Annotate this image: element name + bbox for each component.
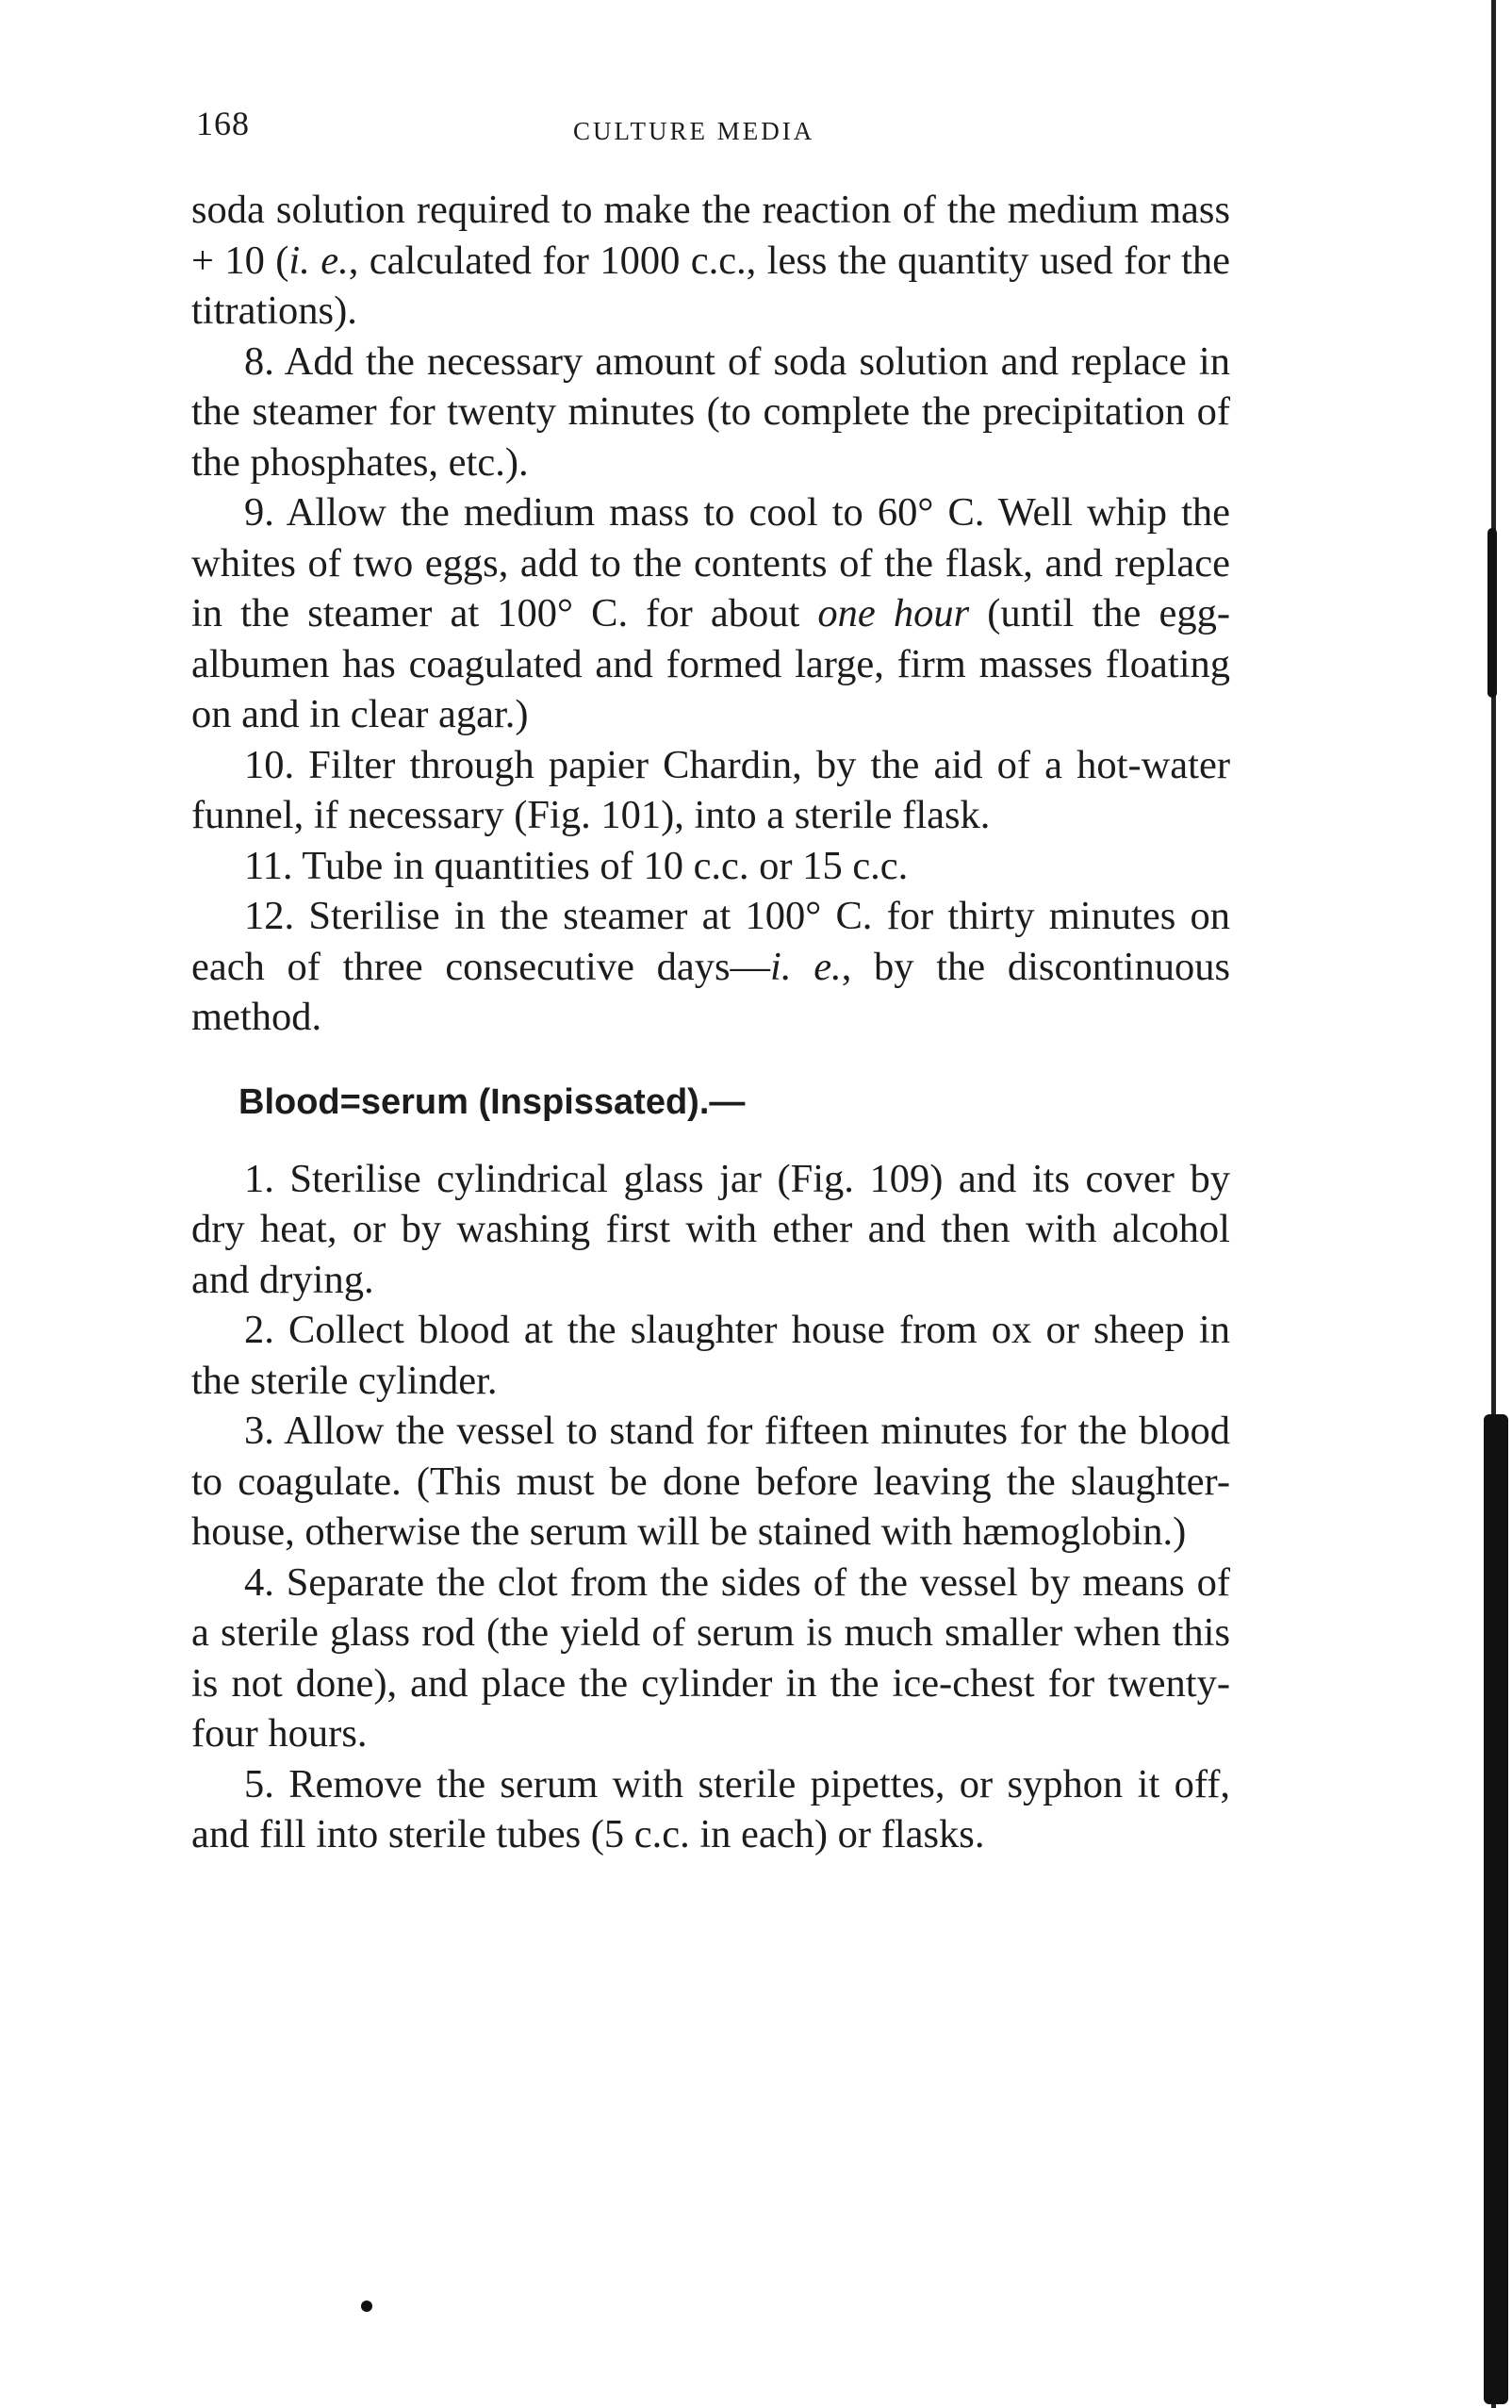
step-10: 10. Filter through papier Chardin, by the aid of a hot-water funnel, if necessary (Fig. 101), into a sterile flask. <box>191 742 1230 837</box>
gutter-blot <box>1484 1414 1508 2404</box>
step-9-text-b: (until the egg-albumen has coagulated and formed large, firm masses floating on and in clear agar.) <box>191 591 1231 736</box>
gutter-blot <box>1487 528 1497 698</box>
blood-serum-step-4: 4. Separate the clot from the sides of the vessel by means of a sterile glass rod (the yield of serum is much smaller when this is not done), and place the cylinder in the ice-chest for twenty-four hours. <box>191 1559 1230 1756</box>
step-12-text-b: , by the discontinuous method. <box>191 944 1230 1039</box>
section-heading <box>238 1079 1230 1126</box>
blood-serum-step-2: 2. Collect blood at the slaughter house from ox or sheep in the sterile cylinder. <box>191 1308 1230 1403</box>
running-title: CULTURE MEDIA <box>573 117 815 145</box>
step-12-text-a: 12. Sterilise in the steamer at 100° C. for thirty minutes on each of three consecutive days— <box>191 894 1230 989</box>
running-head <box>196 104 1233 160</box>
blood-serum-step-3: 3. Allow the vessel to stand for fifteen minutes for the blood to coagulate. (This must be done before leaving the slaughter-house, otherwise the serum will be stained with hæmoglobin.) <box>191 1409 1230 1554</box>
continuation-paragraph <box>191 185 1230 337</box>
section-heading-paren: (Inspissated).— <box>478 1081 746 1122</box>
step-12-italic: i. e. <box>770 944 842 989</box>
page-number: 168 <box>196 105 250 142</box>
continuation-italic: i. e. <box>288 238 349 283</box>
step-9-italic: one hour <box>817 591 970 635</box>
continuation-text-a: soda solution required to make the reaction of the medium mass + 10 ( <box>191 188 1230 283</box>
blood-serum-step-5: 5. Remove the serum with sterile pipettes, or syphon it off, and fill into sterile tubes (5 c.c. in each) or flasks. <box>191 1761 1230 1856</box>
section-heading-main: Blood=serum <box>238 1081 468 1122</box>
page-gutter-shadow <box>1474 0 1512 2408</box>
step-9-text-a: 9. Allow the medium mass to cool to 60° C. Well whip the whites of two eggs, add to the contents of the flask, and replace in the steamer at 100° C. for about <box>191 490 1230 635</box>
step-8: 8. Add the necessary amount of soda solution and replace in the steamer for twenty minutes (to complete the precipitation of the phosphates, etc.). <box>191 338 1230 485</box>
continuation-text-b: , calculated for 1000 c.c., less the quantity used for the titrations). <box>191 238 1230 333</box>
step-9 <box>191 487 1230 740</box>
body-text <box>191 185 1230 1860</box>
blood-serum-step-1: 1. Sterilise cylindrical glass jar (Fig. 109) and its cover by dry heat, or by washing first with ether and then with alcohol and drying. <box>191 1156 1230 1302</box>
ink-speck <box>361 2301 372 2312</box>
step-12 <box>191 891 1230 1043</box>
step-11: 11. Tube in quantities of 10 c.c. or 15 c.c. <box>244 843 909 888</box>
